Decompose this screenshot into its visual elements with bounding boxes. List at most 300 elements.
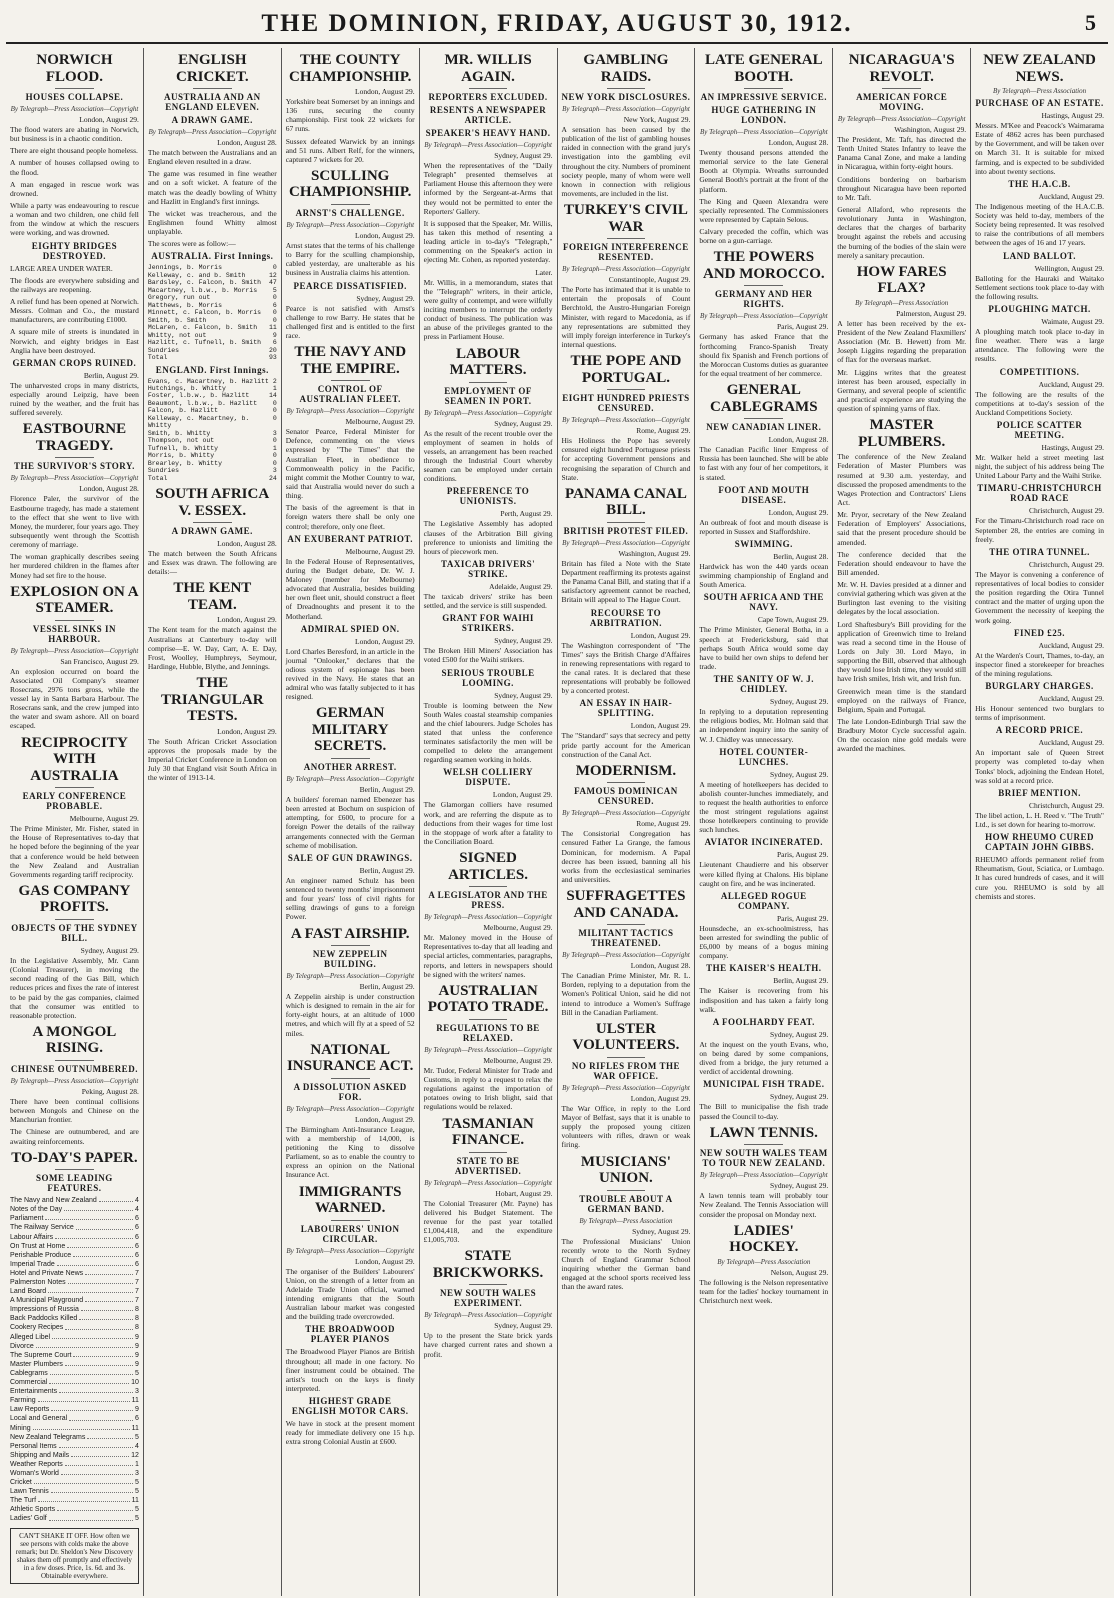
headline-rule xyxy=(331,1078,370,1079)
article-paragraph: A builders' foreman named Ebenezer has been arrested at Bochum on suspicion of attempting, for £600, to procure for a foreign Power the details of the railway arrangements connected with the German scheme of mobilisation. xyxy=(285,794,415,850)
article-subhead: PURCHASE OF AN ESTATE. xyxy=(975,98,1104,108)
leader-dots xyxy=(52,1333,133,1339)
article-paragraph: Balloting for the Hauraki and Waitako Settlement sections took place to-day with the following results. xyxy=(975,273,1104,301)
headline-rule xyxy=(469,1019,508,1020)
runs: 0 xyxy=(272,294,277,302)
article-subhead: HOW RHEUMO CURED CAPTAIN JOHN GIBBS. xyxy=(985,832,1095,853)
leader-dots xyxy=(65,1360,133,1366)
article xyxy=(424,850,553,979)
article-paragraph: The Indigenous meeting of the H.A.C.B. Society was held to-day, members of the Society being represented. It was resolved to raise the contributions of all members between the ages of 16 and 17 years. xyxy=(975,201,1104,248)
article-paragraph: The conference decided that the Federation should endeavour to have the Bill amended. xyxy=(837,549,967,577)
article-headline: HOW FARES FLAX? xyxy=(856,263,947,297)
article-place: London, August 29. xyxy=(217,615,277,625)
leader-dots xyxy=(38,1496,130,1502)
runs: 3 xyxy=(272,429,277,437)
article-paragraph: Calvary preceded the coffin, which was borne on a gun-carriage. xyxy=(699,227,829,246)
article xyxy=(10,52,139,238)
article-headline: MODERNISM. xyxy=(575,762,677,779)
article-headline: MASTER PLUMBERS. xyxy=(858,417,946,450)
article-paragraph: The following are the results of the competitions at to-day's session of the Auckland Competitions Society. xyxy=(975,389,1104,417)
article xyxy=(424,613,553,664)
article-subhead: BURGLARY CHARGES. xyxy=(985,681,1094,692)
article-paragraph: The Kent team for the match against the Australians at Canterbury to-day will comprise—E. W. Day, Carr, A. E. Day, Frost, Woolley, Humphreys, Seymour, Hardinge, Hubble, Blythe, and Jennings. xyxy=(147,625,277,672)
batsman: Morris, b. Whitty xyxy=(147,452,215,460)
headline-rule xyxy=(744,1144,783,1145)
article-paragraph: Yorkshire beat Somerset by an innings and 136 runs, securing the county championship. First took 22 wickets for 67 runs. xyxy=(285,97,415,134)
article xyxy=(562,52,691,198)
contents-page: 8 xyxy=(134,1315,139,1323)
article-paragraph: Pearce is not satisfied with Arnst's challenge to row Barry. He states that he challenged first and is entitled to the first race. xyxy=(285,303,415,340)
article-subhead: NEW SOUTH WALES EXPERIMENT. xyxy=(439,1288,537,1309)
leader-dots xyxy=(85,1269,133,1275)
article-dateline: By Telegraph—Press Association—Copyright xyxy=(562,1083,690,1092)
article-paragraph: An engineer named Schulz has been sentenced to twenty months' imprisonment and four years' loss of civil rights for selling drawings of guns to a foreign Power. xyxy=(285,875,415,922)
article-place: Sydney, August 29. xyxy=(356,293,415,303)
contents-item xyxy=(10,1433,139,1442)
article xyxy=(424,983,553,1112)
batsman: Smith, b. Smith xyxy=(147,316,207,324)
article-subhead: WELSH COLLIERY DISPUTE. xyxy=(443,767,534,788)
article-place: London, August 28. xyxy=(217,138,277,147)
article xyxy=(837,687,966,754)
article-paragraph: The Colonial Treasurer (Mr. Payne) has delivered his Budget Statement. The revenue for the past year totalled £1,004,418, and the expenditure £1,005,703. xyxy=(423,1198,553,1245)
contents-page: 7 xyxy=(134,1288,139,1296)
score-row xyxy=(148,317,277,324)
headline-rule xyxy=(607,88,646,89)
contents-page: 9 xyxy=(134,1342,139,1350)
article-place: Berlin, August 29. xyxy=(773,976,829,986)
batsman: Hutchings, b. Whitty xyxy=(147,384,226,392)
contents-item xyxy=(10,1442,139,1451)
article-headline: MUSICIANS' UNION. xyxy=(580,1153,671,1187)
leader-dots xyxy=(99,1196,133,1202)
score-row xyxy=(148,302,277,309)
article-subhead: TIMARU-CHRISTCHURCH ROAD RACE xyxy=(977,483,1102,504)
article-paragraph: The "Standard" says that secrecy and petty pride partly account for the American construction of the Canal Act. xyxy=(561,731,691,759)
article xyxy=(562,202,691,349)
contents-list xyxy=(10,1196,139,1523)
article-paragraph: Lord Shaftesbury's Bill providing for the application of Greenwich time to Ireland was read a second time in the House of Lords on July 30. Lord Mayo, in supporting the Bill, observed that although they would lose Irish time, they would still have Irish smiles, Irish wit, and Irish fun. xyxy=(837,619,967,684)
leader-dots xyxy=(65,1323,133,1329)
contents-page: 4 xyxy=(134,1442,139,1450)
contents-page: 11 xyxy=(131,1424,139,1432)
article-paragraph: The Porte has intimated that it is unable to entertain the proposals of Count Berchtold, the Austro-Hungarian Foreign Minister, with regard to Macedonia, as if any representations are submitted they will imply foreign interference in Turkey's internal questions. xyxy=(561,285,691,349)
contents-item xyxy=(10,1351,139,1360)
article-subhead: ALLEGED ROGUE COMPANY. xyxy=(720,890,807,911)
headline-rule xyxy=(744,285,783,286)
article-subhead: EARLY CONFERENCE PROBABLE. xyxy=(22,791,127,812)
article-paragraph: The Professional Musicians' Union recently wrote to the North Sydney Church of England Grammar School inquiring whether the German band engaged at the school sports received less than the award rates. xyxy=(561,1236,691,1292)
leader-dots xyxy=(51,1405,133,1411)
article-subhead: VESSEL SINKS IN HARBOUR. xyxy=(32,623,116,644)
article-subhead: NEW ZEPPELIN BUILDING. xyxy=(312,949,388,970)
article-paragraph: In the Federal House of Representatives, during the Budget debate, Dr. W. J. Maloney (member for Melbourne) advocated that Australia, besides building her own fleet unit, should construct a fleet of Dreadnoughts and present it to the Motherland. xyxy=(285,556,415,621)
leader-dots xyxy=(51,1487,133,1493)
article-paragraph: The match between the South Africans and Essex was drawn. The following are details:— xyxy=(147,549,277,577)
article xyxy=(286,705,415,849)
article-place: Sydney, August 29. xyxy=(632,1226,691,1236)
article-headline: PANAMA CANAL BILL. xyxy=(565,485,687,519)
article-place: Paris, August 29. xyxy=(776,322,829,332)
article-place: Adelaide, August 29. xyxy=(489,581,553,591)
contents-page: 1 xyxy=(134,1460,139,1468)
leader-dots xyxy=(55,1233,133,1239)
article-place: Auckland, August 29. xyxy=(1038,379,1104,389)
headline-rule xyxy=(744,88,783,89)
contents-page: 6 xyxy=(134,1224,139,1232)
article-subhead: PLOUGHING MATCH. xyxy=(988,303,1091,314)
score-row xyxy=(148,272,277,279)
contents-label: A Municipal Playground xyxy=(10,1297,84,1305)
contents-page: 6 xyxy=(134,1415,139,1423)
article-subhead: SALE OF GUN DRAWINGS. xyxy=(287,852,413,863)
article-headline: LATE GENERAL BOOTH. xyxy=(704,52,823,85)
batsman: Total xyxy=(147,474,168,482)
article xyxy=(148,52,277,112)
headline-rule xyxy=(193,88,232,89)
contents-page: 9 xyxy=(134,1360,139,1368)
article-paragraph: A meeting of hotelkeepers has decided to abolish counter-lunches immediately, and to request the health authorities to enforce the most stringent regulations against those hotelkeepers continuing to provide such lunches. xyxy=(699,779,829,835)
article-paragraph: The late London-Edinburgh Trial saw the Bradbury Motor Cycle successful again. On the occasion nine gold medals were awarded the machines. xyxy=(837,717,967,754)
contents-label: Lawn Tennis xyxy=(10,1488,49,1496)
article xyxy=(562,763,691,884)
article-paragraph: The following is the Nelson representative team for the ladies' hockey tournament in Christchurch next week. xyxy=(699,1277,829,1305)
contents-item xyxy=(10,1314,139,1323)
article-paragraph: The Prime Minister, General Botha, in a speech at Fredericksburg, said that perhaps South Africa would some day have to build her own ships to defend her trade. xyxy=(699,625,829,671)
article-place: London, August 28. xyxy=(630,961,691,971)
contents-page: 5 xyxy=(134,1515,139,1523)
article-place: Berlin, August 29. xyxy=(359,784,415,794)
headline-rule xyxy=(55,1169,94,1170)
article-subhead: THE SANITY OF W. J. CHIDLEY. xyxy=(713,674,814,695)
article-place: Christchurch, August 29. xyxy=(1029,506,1104,516)
article-place: Sydney, August 29. xyxy=(494,418,553,428)
article-subhead: AN IMPRESSIVE SERVICE. xyxy=(700,92,828,102)
article xyxy=(975,420,1104,480)
article-paragraph: In replying to a deputation representing the religious bodies, Mr. Holman said that an independent inquiry into the sanity of W. J. Chidley was unnecessary. xyxy=(699,707,829,744)
article xyxy=(424,128,553,265)
article xyxy=(837,417,966,616)
article-paragraph: Lieutenant Chaudierre and his observer were killed flying at Chalons. His biplane caught on fire, and he was incinerated. xyxy=(699,860,829,888)
article xyxy=(699,963,828,1013)
article xyxy=(699,1017,828,1077)
article-headline: NORWICH FLOOD. xyxy=(36,52,113,85)
contents-item xyxy=(10,1196,139,1205)
article-subhead: PREFERENCE TO UNIONISTS. xyxy=(446,486,530,507)
article-paragraph: Greenwich mean time is the standard employed on the railways of France, Belgium, Spain and Portugal. xyxy=(837,686,967,714)
article-headline: NICARAGUA'S REVOLT. xyxy=(848,52,955,85)
column-4 xyxy=(420,48,558,1596)
column-2 xyxy=(144,48,282,1596)
column-7 xyxy=(833,48,971,1596)
contents-item xyxy=(10,1496,139,1505)
contents-label: The Navy and New Zealand xyxy=(10,1197,97,1205)
article xyxy=(424,52,553,102)
batsman: Smith, b. Whitty xyxy=(147,429,211,437)
article-subhead: OBJECTS OF THE SYDNEY BILL. xyxy=(11,922,138,943)
article-paragraph: The Kaiser is recovering from his indisposition and has taken a fairly long walk. xyxy=(699,986,829,1014)
article-subhead: A DRAWN GAME. xyxy=(171,115,253,125)
article-place: London, August 29. xyxy=(355,87,415,96)
contents-label: New Zealand Telegrams xyxy=(10,1433,86,1441)
headline-rule xyxy=(331,1220,370,1221)
article-subhead: NEW SOUTH WALES TEAM TO TOUR NEW ZEALAND. xyxy=(699,1148,828,1169)
article xyxy=(562,1154,691,1292)
article-paragraph: The flood waters are abating in Norwich, but business is in a chaotic condition. xyxy=(10,125,139,144)
article-place: Melbourne, August 29. xyxy=(483,1055,553,1065)
article xyxy=(699,592,828,671)
article-subhead: SOME LEADING FEATURES. xyxy=(36,1173,113,1194)
article-place: Peking, August 28. xyxy=(81,1086,139,1096)
article-paragraph: Arnst states that the terms of his challenge to Barry for the sculling championship, cabled yesterday, are unalterable as his business in Australia claims his attention. xyxy=(285,240,415,278)
article-paragraph: Mr. Tudor, Federal Minister for Trade and Customs, in reply to a request to relax the regulations against the importation of potatoes owing to Irish blight, said that regulations would be relaxed. xyxy=(423,1065,553,1112)
article-dateline: By Telegraph—Press Association—Copyright xyxy=(562,538,690,547)
article-dateline: By Telegraph—Press Association xyxy=(993,87,1087,95)
leader-dots xyxy=(61,1469,133,1475)
article-headline: EXPLOSION ON A STEAMER. xyxy=(10,583,139,617)
headline-rule xyxy=(55,919,94,920)
article-place: London, August 29. xyxy=(630,721,691,731)
article-subhead: TAXICAB DRIVERS' STRIKE. xyxy=(441,558,536,579)
article xyxy=(10,241,139,355)
article-place: Sydney, August 29. xyxy=(494,151,553,160)
contents-item xyxy=(10,1424,139,1433)
contents-page: 6 xyxy=(134,1215,139,1223)
headline-rule xyxy=(55,787,94,788)
article-paragraph: The Glamorgan colliers have resumed work, and are referring the dispute as to deductions from their wages for time lost in the stoppage of work after a fatality to the Conciliation Board. xyxy=(423,800,553,847)
runs: 47 xyxy=(268,279,277,287)
article-paragraph: Sussex defeated Warwick by an innings and 51 runs. Albert Relf, for the winners, captured 7 wickets for 20. xyxy=(285,136,415,164)
contents-item xyxy=(10,1214,139,1223)
batsman: Sundries xyxy=(147,346,180,354)
contents-label: Local and General xyxy=(10,1415,68,1423)
article-place: Sydney, August 29. xyxy=(80,945,139,955)
article-place: Waimate, August 29. xyxy=(1041,316,1104,326)
article-headline: GENERAL CABLEGRAMS xyxy=(710,382,818,415)
article-place: Perth, August 29. xyxy=(500,509,553,519)
runs: 0 xyxy=(272,452,277,460)
article-headline: AUSTRALIAN POTATO TRADE. xyxy=(427,982,549,1016)
batsman: Sundries xyxy=(147,467,180,475)
article xyxy=(286,344,415,531)
runs: 24 xyxy=(268,474,277,482)
article xyxy=(975,628,1104,678)
article-place: Sydney, August 29. xyxy=(769,1029,829,1039)
article-place: Auckland, August 29. xyxy=(1038,191,1104,201)
article-place: Sydney, August 29. xyxy=(769,1092,829,1102)
score-row xyxy=(148,339,277,346)
article-dateline: By Telegraph—Press Association—Copyright xyxy=(424,1045,552,1054)
article-place: Auckland, August 29. xyxy=(1038,738,1104,748)
contents-label: Ladies' Golf xyxy=(10,1515,47,1523)
article-subhead: GRANT FOR WAIHI STRIKERS. xyxy=(442,613,534,634)
score-row xyxy=(148,460,277,467)
article-paragraph: The woman graphically describes seeing her murdered children in the flames after Money had set fire to the house. xyxy=(10,552,139,580)
article-place: London, August 28. xyxy=(768,435,829,445)
runs: 0 xyxy=(272,316,277,324)
contents-page: 6 xyxy=(134,1242,139,1250)
article xyxy=(975,483,1104,543)
article-subhead: A RECORD PRICE. xyxy=(995,725,1084,736)
article-paragraph: There are eight thousand people homeless. xyxy=(10,146,138,156)
article-paragraph: Britain has filed a Note with the State Department reaffirming its protests against the Panama Canal Bill, and stating that if a satisfactory agreement cannot be reached, Britain will appeal to The Hague Court. xyxy=(561,558,691,605)
article xyxy=(10,421,139,579)
article xyxy=(699,485,828,536)
contents-label: Imperial Trade xyxy=(10,1260,55,1268)
article xyxy=(837,620,966,684)
runs: 0 xyxy=(272,407,277,415)
article xyxy=(286,1184,415,1322)
headline-rule xyxy=(331,204,370,205)
article-place: London, August 29. xyxy=(217,726,277,736)
article-place: Berlin, August 29. xyxy=(359,865,415,875)
contents-page: 9 xyxy=(134,1351,139,1359)
article-paragraph: A letter has been received by the ex-President of the New Zealand Flaxmillers' Association (Mr. B. Hewett) from Mr. Joseph Liggins regarding the preparation of flax for the overseas market. xyxy=(837,318,967,365)
article-paragraph: Hardwick has won the 440 yards ocean swimming championship of England and South America. xyxy=(699,561,829,590)
contents-item xyxy=(10,1333,139,1342)
contents-page: 12 xyxy=(131,1451,139,1459)
contents-label: Mining xyxy=(10,1424,31,1432)
article-subhead: BRITISH PROTEST FILED. xyxy=(563,525,689,536)
contents-item xyxy=(10,1451,139,1460)
article-place: Rome, August 29. xyxy=(636,426,691,436)
article-headline: THE COUNTY CHAMPIONSHIP. xyxy=(289,52,412,85)
article-paragraph: The War Office, in reply to the Lord Mayor of Belfast, says that it is unable to supply the proposed young citizen volunteers with rifles, drawn or weak firing. xyxy=(561,1103,691,1150)
article xyxy=(562,608,691,696)
article xyxy=(424,346,553,484)
article xyxy=(148,580,277,671)
article-place: Berlin, August 29. xyxy=(83,370,139,380)
article-paragraph: His Holiness the Pope has severely censured eight hundred Portuguese priests for accepting Government pensions and recognising the separation of Church and State. xyxy=(561,436,691,482)
contents-page: 5 xyxy=(134,1506,139,1514)
contents-page: 5 xyxy=(134,1488,139,1496)
article-headline: SIGNED ARTICLES. xyxy=(448,850,529,883)
article-paragraph: The Legislative Assembly has adopted clauses of the Arbitration Bill giving preference to unionists and limiting the hours of piecework men. xyxy=(423,519,553,556)
contents-label: Farming xyxy=(10,1397,36,1405)
article-place: London, August 29. xyxy=(630,630,691,640)
article-paragraph: The Broken Hill Miners' Association has voted £500 for the Waihi strikers. xyxy=(423,646,553,665)
article-dateline: By Telegraph—Press Association—Copyright xyxy=(10,1076,139,1085)
contents-label: Perishable Produce xyxy=(10,1251,72,1259)
article-place: San Francisco, August 29. xyxy=(60,656,139,666)
article-subhead: NEW CANADIAN LINER. xyxy=(706,422,822,433)
article-subhead: GERMANY AND HER RIGHTS. xyxy=(714,289,813,310)
article xyxy=(286,534,415,621)
article-place: London, August 28. xyxy=(79,484,139,494)
page-number: 5 xyxy=(1085,10,1098,35)
runs: 2 xyxy=(272,377,277,385)
runs: 11 xyxy=(268,324,277,332)
leader-dots xyxy=(57,1505,133,1511)
article-paragraph: The floods are everywhere subsiding and the railways are reopening. xyxy=(10,275,139,294)
article-headline: RECIPROCITY WITH AUSTRALIA xyxy=(21,734,128,784)
article-headline: IMMIGRANTS WARNED. xyxy=(298,1183,402,1217)
leader-dots xyxy=(33,1424,130,1430)
batsman: Tufnell, b. Whitty xyxy=(147,444,219,452)
article-headline: THE POPE AND PORTUGAL. xyxy=(570,353,682,386)
leader-dots xyxy=(38,1396,130,1402)
score-row xyxy=(148,332,277,339)
article-dateline: By Telegraph—Press Association—Copyright xyxy=(562,951,690,960)
leader-dots xyxy=(73,1351,132,1357)
article-place: Hobart, August 29. xyxy=(495,1188,553,1198)
article-place: London, August 29. xyxy=(355,1114,415,1124)
batsman: Kelleway, c. and b. Smith xyxy=(147,271,246,279)
article xyxy=(975,725,1104,785)
article xyxy=(699,837,828,887)
article-paragraph: In the Legislative Assembly, Mr. Cann (Colonial Treasurer), in moving the second reading of the Gas Bill, which reduces prices and fixes the rate of interest to be paid by the gas companies, claimed that the consumer was entitled to reasonable protection. xyxy=(10,955,139,1020)
article-headline: STATE BRICKWORKS. xyxy=(432,1248,544,1281)
score-row xyxy=(148,324,277,331)
runs: 93 xyxy=(268,354,277,362)
article-headline: NEW ZEALAND NEWS. xyxy=(983,52,1096,85)
contents-page: 6 xyxy=(134,1233,139,1241)
masthead xyxy=(6,6,1108,44)
contents-label: On Trust at Home xyxy=(10,1242,66,1250)
article xyxy=(699,105,828,245)
leader-dots xyxy=(49,1514,133,1520)
article-paragraph: The game was resumed in fine weather and on a soft wicket. A feature of the match was the deadly bowling of Whitty and Hazlitt in England's first innings. xyxy=(147,169,277,206)
batsman: Bardsley, c. Falcon, b. Smith xyxy=(147,279,261,287)
article-subhead: SPEAKER'S HEAVY HAND. xyxy=(425,128,551,138)
article-headline: TASMANIAN FINANCE. xyxy=(442,1115,534,1149)
article-paragraph: The conference of the New Zealand Federation of Master Plumbers was resumed at 9.30 a.m. yesterday, and discussed the proposed amendments to the Wages Protection and Contractors' Liens Act. xyxy=(837,452,967,507)
article-dateline: By Telegraph—Press Association—Copyright xyxy=(424,141,552,149)
headline-rule xyxy=(607,1190,646,1191)
article-subhead: BRIEF MENTION. xyxy=(998,787,1081,798)
score-row xyxy=(148,309,277,316)
article-place: Cape Town, August 29. xyxy=(757,615,829,625)
score-row xyxy=(148,378,277,385)
article-place: Berlin, August 29. xyxy=(359,982,415,992)
contents-item xyxy=(10,1378,139,1387)
contents-label: Notes of the Day xyxy=(10,1206,63,1214)
contents-item xyxy=(10,1360,139,1369)
article-place: London, August 29. xyxy=(768,507,829,517)
contents-item xyxy=(10,1487,139,1496)
contents-page: 10 xyxy=(131,1379,139,1387)
article-subhead: HOUSES COLLAPSE. xyxy=(25,92,124,102)
article xyxy=(10,584,139,731)
leader-dots xyxy=(87,1433,133,1439)
contents-label: The Supreme Court xyxy=(10,1351,72,1359)
headline-rule xyxy=(469,1284,508,1285)
column-1 xyxy=(6,48,144,1596)
article-dateline: By Telegraph—Press Association xyxy=(855,298,949,307)
article xyxy=(975,179,1104,248)
article-paragraph: Florence Paler, the survivor of the Eastbourne tragedy, has made a statement to the effect that she went to live with Money, the murderer, four years ago. They subsequently went through the Scottish ceremony of marriage. xyxy=(10,494,139,550)
article-dateline: By Telegraph—Press Association—Copyright xyxy=(837,115,966,123)
column-6 xyxy=(695,48,833,1596)
contents-item xyxy=(10,1242,139,1251)
contents-label: Woman's World xyxy=(10,1469,59,1477)
article-subhead: REGULATIONS TO BE RELAXED. xyxy=(436,1022,540,1043)
article xyxy=(424,1116,553,1245)
article-place: New York, August 29. xyxy=(623,115,691,124)
article-paragraph: An outbreak of foot and mouth disease is reported in Sussex and Staffordshire. xyxy=(699,517,829,536)
article-headline: GAMBLING RAIDS. xyxy=(583,52,669,85)
article-paragraph: The King and Queen Alexandra were specially represented. The Commissioners were represented by Captain Selous. xyxy=(699,196,829,224)
article-paragraph: The Bill to municipalise the fish trade passed the Council to-day. xyxy=(699,1102,829,1121)
article xyxy=(562,353,691,482)
article xyxy=(699,382,828,482)
score-row xyxy=(148,452,277,459)
article xyxy=(975,788,1104,829)
contents-page: 11 xyxy=(131,1397,139,1405)
article xyxy=(286,1324,415,1393)
article-paragraph: Mr. Pryor, secretary of the New Zealand Federation of Employers' Associations, said that the present procedure should be amended. xyxy=(837,510,967,547)
contents-item xyxy=(10,1278,139,1287)
